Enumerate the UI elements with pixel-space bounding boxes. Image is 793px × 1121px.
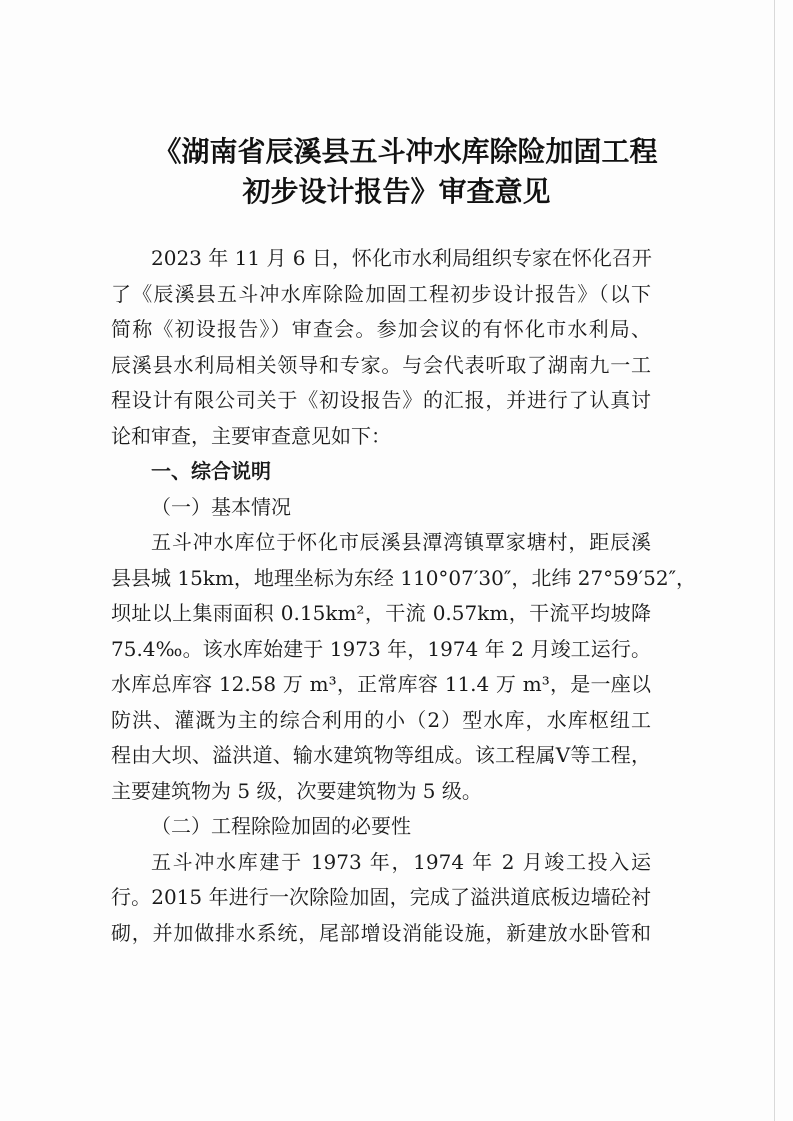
paragraph-2-line: 坝址以上集雨面积 0.15km²，干流 0.57km，干流平均坡降: [111, 601, 651, 625]
paragraph-2-line: 75.4‰。该水库始建于 1973 年，1974 年 2 月竣工运行。: [111, 636, 651, 661]
paragraph-2-line: 五斗冲水库位于怀化市辰溪县潭湾镇覃家塘村，距辰溪: [151, 530, 651, 554]
paragraph-3-line: 五斗冲水库建于 1973 年，1974 年 2 月竣工投入运: [151, 849, 651, 874]
subsection-heading-necessity: （二）工程除险加固的必要性: [151, 814, 411, 838]
paragraph-2-line: 程由大坝、溢洪道、输水建筑物等组成。该工程属Ⅴ等工程，: [111, 743, 651, 767]
paragraph-1-line: 辰溪县水利局相关领导和专家。与会代表听取了湖南九一工: [111, 352, 651, 377]
paragraph-3-line: 砌，并加做排水系统，尾部增设消能设施，新建放水卧管和: [111, 920, 651, 945]
document-body: [111, 241, 697, 951]
paragraph-1-line: 简称《初设报告》）审查会。参加会议的有怀化市水利局、: [111, 317, 651, 341]
paragraph-2-line: 水库总库容 12.58 万 m³，正常库容 11.4 万 m³，是一座以: [111, 672, 651, 696]
paragraph-1-line: 2023 年 11 月 6 日，怀化市水利局组织专家在怀化召开: [151, 246, 652, 270]
paragraph-3-line: 行。2015 年进行一次除险加固，完成了溢洪道底板边墙砼衬: [111, 885, 651, 909]
document-title-line-1: 《湖南省辰溪县五斗冲水库除险加固工程: [153, 135, 658, 168]
paragraph-1-line: 了《辰溪县五斗冲水库除险加固工程初步设计报告》（以下: [111, 281, 651, 306]
document-title-line-2: 初步设计报告》审查意见: [242, 175, 551, 208]
paragraph-1-line: 论和审查，主要审查意见如下：: [111, 423, 391, 448]
paragraph-1-line: 程设计有限公司关于《初设报告》的汇报，并进行了认真讨: [111, 388, 651, 412]
paragraph-2-line: 主要建筑物为 5 级，次要建筑物为 5 级。: [111, 778, 482, 803]
paragraph-2-line: 县县城 15km，地理坐标为东经 110°07′30″，北纬 27°59′52″，: [111, 565, 697, 590]
paragraph-2-line: 防洪、灌溉为主的综合利用的小（2）型水库，水库枢纽工: [111, 707, 651, 732]
subsection-heading-basic-info: （一）基本情况: [151, 494, 291, 519]
section-heading-1: 一、综合说明: [151, 459, 271, 483]
